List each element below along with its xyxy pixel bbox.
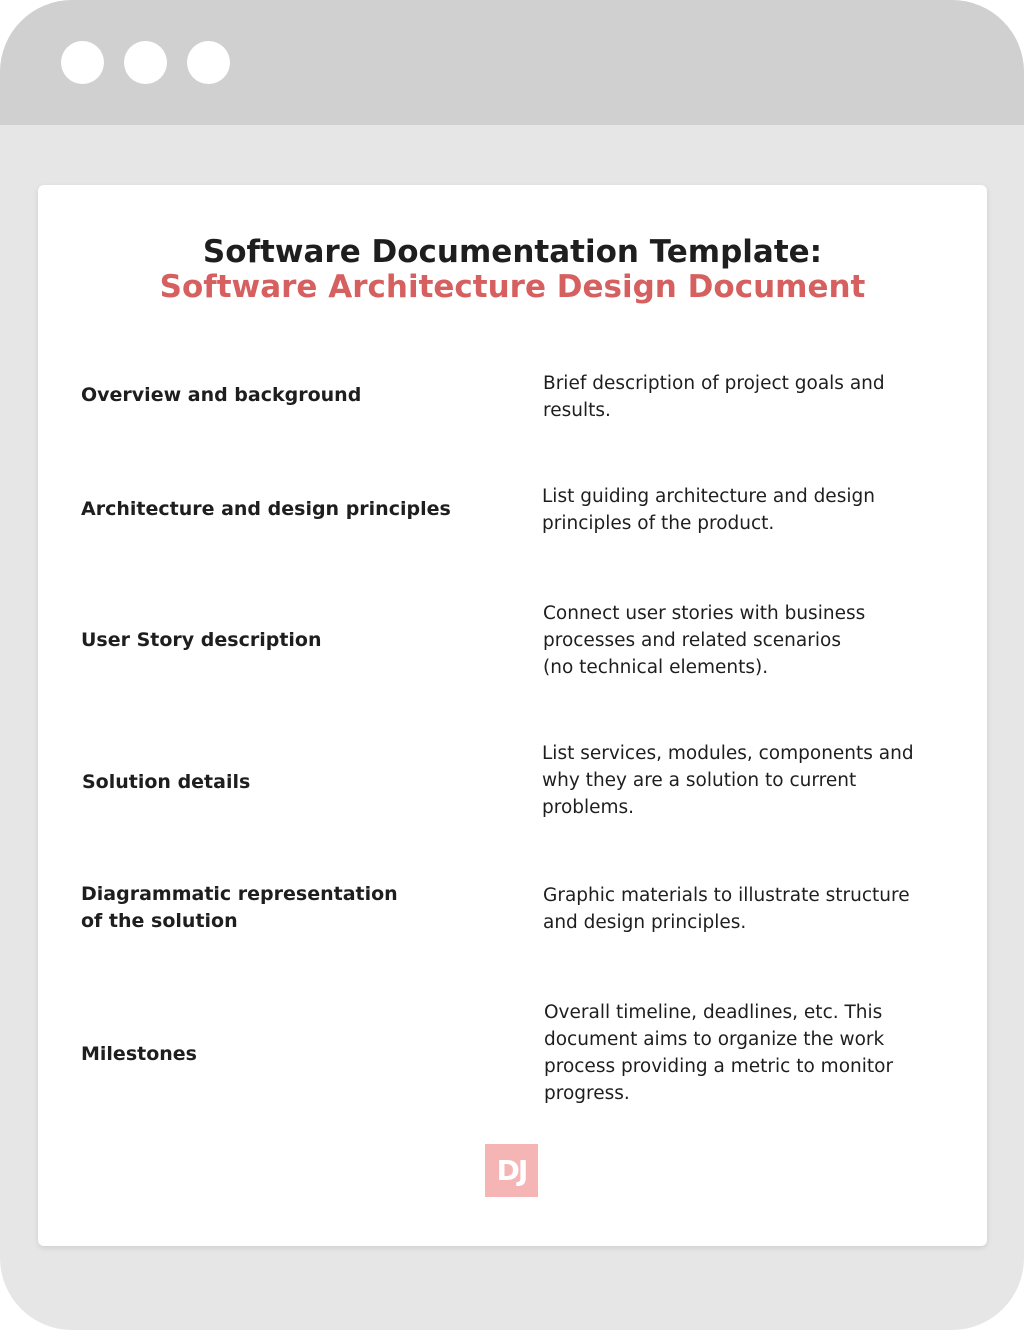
- row-description: [542, 740, 962, 821]
- row-label-line: Solution details: [82, 771, 251, 793]
- row-label: [81, 627, 481, 654]
- row-label-line: Overview and background: [81, 384, 362, 406]
- row-label-line: User Story description: [81, 629, 322, 651]
- row-description: [543, 370, 963, 424]
- row-description-line: Graphic materials to illustrate structure: [543, 885, 910, 906]
- row-description-line: and design principles.: [543, 912, 747, 933]
- row-label-line: Diagrammatic representation: [81, 883, 398, 905]
- row-label-line: Milestones: [81, 1043, 197, 1065]
- row-label-line: of the solution: [81, 910, 238, 932]
- window-control-dot[interactable]: [124, 41, 167, 84]
- row-description: [543, 600, 963, 681]
- window-control-dot[interactable]: [61, 41, 104, 84]
- row-label: [81, 382, 481, 409]
- row-description: [542, 483, 962, 537]
- row-description-line: results.: [543, 400, 611, 421]
- window-titlebar: [0, 0, 1024, 125]
- document-subtitle: Software Architecture Design Document: [159, 269, 866, 305]
- row-label: [81, 881, 481, 935]
- window-control-dot[interactable]: [187, 41, 230, 84]
- row-description-line: Brief description of project goals and: [543, 373, 885, 394]
- document-card: [38, 185, 987, 1246]
- row-description-line: processes and related scenarios: [543, 630, 841, 651]
- row-label-line: Architecture and design principles: [81, 498, 451, 520]
- row-label: [81, 496, 481, 523]
- dj-logo: DJ: [485, 1144, 538, 1197]
- row-description: [544, 999, 964, 1107]
- row-description-line: List guiding architecture and design: [542, 486, 875, 507]
- row-label: [82, 769, 482, 796]
- row-description-line: document aims to organize the work: [544, 1029, 885, 1050]
- row-description-line: List services, modules, components and: [542, 743, 914, 764]
- row-description-line: why they are a solution to current: [542, 770, 857, 791]
- row-description-line: (no technical elements).: [543, 657, 769, 678]
- document-title: Software Documentation Template:: [202, 234, 823, 270]
- row-description: [543, 882, 963, 936]
- row-description-line: process providing a metric to monitor: [544, 1056, 894, 1077]
- row-description-line: Connect user stories with business: [543, 603, 866, 624]
- row-description-line: progress.: [544, 1083, 630, 1104]
- row-description-line: principles of the product.: [542, 513, 775, 534]
- row-description-line: problems.: [542, 797, 635, 818]
- row-description-line: Overall timeline, deadlines, etc. This: [544, 1002, 883, 1023]
- row-label: [81, 1041, 481, 1068]
